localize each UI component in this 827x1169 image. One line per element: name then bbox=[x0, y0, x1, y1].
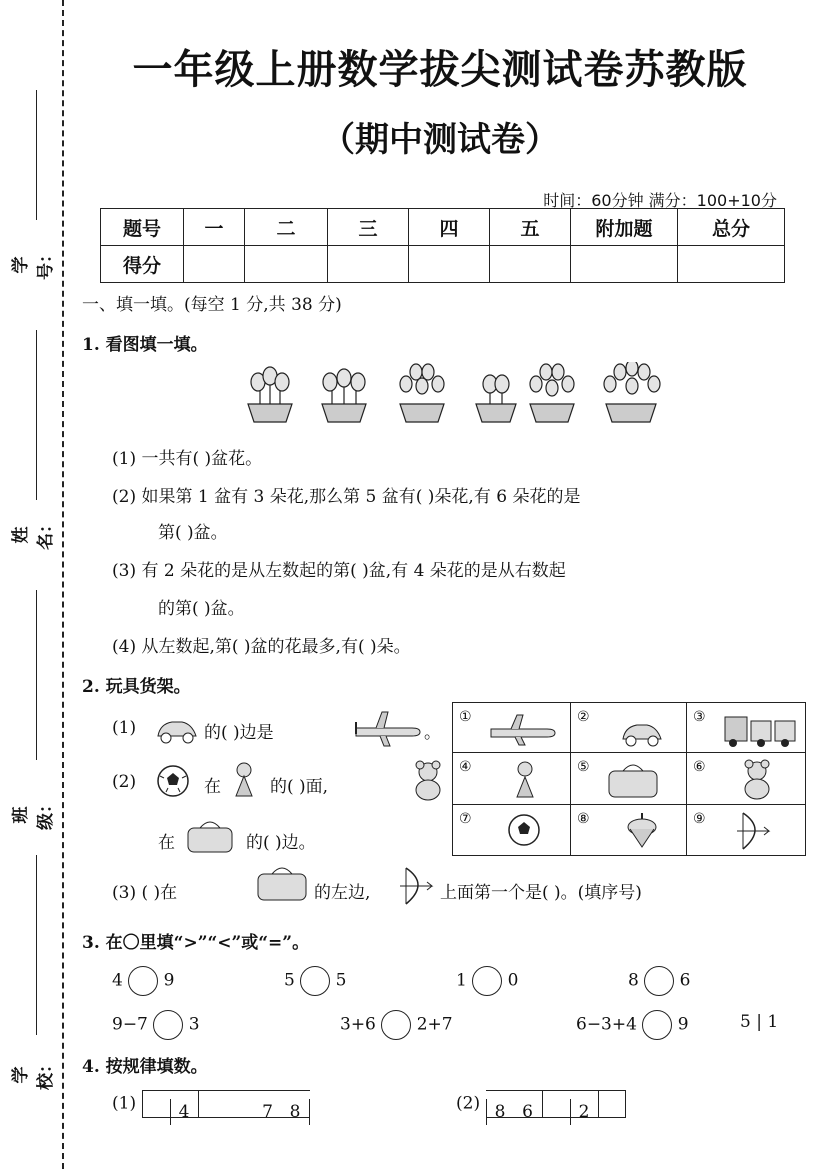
q2-line-2-zai: 在 bbox=[204, 777, 221, 797]
shelf-number: ⑨ bbox=[693, 811, 706, 827]
section-heading: 一、填一填。(每空 1 分,共 38 分) bbox=[82, 295, 342, 315]
q1-line-3b: 的第( )盆。 bbox=[158, 599, 245, 619]
compare-right: 3 bbox=[188, 1014, 200, 1035]
score-table bbox=[100, 208, 785, 283]
q1-line-1: (1) 一共有( )盆花。 bbox=[112, 449, 263, 469]
q1-line-2b: 第( )盆。 bbox=[158, 523, 228, 543]
compare-item-1 bbox=[112, 966, 174, 996]
compare-item-4 bbox=[628, 966, 690, 996]
compare-right: 5 bbox=[335, 970, 347, 991]
page-title: 一年级上册数学拔尖测试卷苏教版 bbox=[132, 47, 748, 93]
compare-left: 4 bbox=[112, 970, 123, 991]
shelf-cell-4 bbox=[453, 753, 571, 805]
soccer-ball-icon bbox=[507, 813, 541, 847]
school-line bbox=[36, 855, 37, 1035]
flower-pot-5 bbox=[530, 364, 574, 422]
bow-and-arrow-icon bbox=[396, 864, 436, 910]
q1-line-4: (4) 从左数起,第( )盆的花最多,有( )朵。 bbox=[112, 637, 411, 657]
q1-title: 1. 看图填一填。 bbox=[82, 335, 208, 355]
sequence-cell: 7 bbox=[262, 1102, 273, 1122]
compare-left: 8 bbox=[628, 970, 639, 991]
flower-pots-illustration bbox=[240, 362, 680, 424]
compare-left: 9−7 bbox=[112, 1014, 148, 1035]
compare-circle[interactable] bbox=[642, 1010, 672, 1040]
sequence-cell[interactable] bbox=[598, 1091, 626, 1117]
shelf-number: ① bbox=[459, 709, 472, 725]
score-header-cell: 一 bbox=[184, 209, 245, 246]
sequence-cell: 8 bbox=[282, 1099, 310, 1125]
score-header-cell: 三 bbox=[328, 209, 409, 246]
compare-item-5 bbox=[112, 1010, 200, 1040]
shelf-cell-1 bbox=[453, 703, 571, 753]
compare-right: 0 bbox=[507, 970, 519, 991]
car-icon bbox=[154, 712, 200, 750]
compare-item-7 bbox=[576, 1010, 689, 1040]
sequence-boxes bbox=[142, 1090, 310, 1122]
compare-extra: 5 | 1 bbox=[740, 1012, 779, 1032]
name-label: 姓名： bbox=[11, 516, 56, 550]
sequence-cell: 2 bbox=[570, 1099, 598, 1125]
shelf-number: ⑤ bbox=[577, 759, 590, 775]
flower-pot-6 bbox=[604, 362, 660, 422]
score-header-cell: 总分 bbox=[678, 209, 785, 246]
score-cell[interactable] bbox=[245, 246, 328, 283]
compare-right: 9 bbox=[163, 970, 175, 991]
page-subtitle: （期中测试卷） bbox=[321, 120, 559, 160]
class-line bbox=[36, 590, 37, 760]
airplane-icon bbox=[352, 708, 422, 752]
shelf-cell-8 bbox=[571, 805, 687, 855]
soccer-ball-icon bbox=[156, 764, 190, 802]
shelf-cell-2 bbox=[571, 703, 687, 753]
compare-circle[interactable] bbox=[644, 966, 674, 996]
spinning-top-icon bbox=[625, 811, 659, 851]
flower-pot-4 bbox=[476, 375, 516, 422]
compare-left: 1 bbox=[456, 970, 467, 991]
compare-circle[interactable] bbox=[300, 966, 330, 996]
shelf-number: ③ bbox=[693, 709, 706, 725]
flower-pot-3 bbox=[400, 364, 444, 422]
shelf-number: ⑧ bbox=[577, 811, 590, 827]
score-cell[interactable] bbox=[490, 246, 571, 283]
q2-line-3-mid: 的左边, bbox=[314, 883, 371, 903]
shelf-number: ② bbox=[577, 709, 590, 725]
compare-circle[interactable] bbox=[128, 966, 158, 996]
class-label: 班级： bbox=[11, 796, 56, 830]
flower-pot-1 bbox=[248, 367, 292, 422]
q3-title: 3. 在〇里填“>”“<”或“=”。 bbox=[82, 933, 310, 953]
sequence-label: (2) bbox=[456, 1093, 481, 1114]
sequence-cell[interactable] bbox=[198, 1091, 226, 1117]
compare-left: 3+6 bbox=[340, 1014, 376, 1035]
q1-line-3: (3) 有 2 朵花的是从左数起的第( )盆,有 4 朵花的是从右数起 bbox=[112, 561, 566, 581]
score-row-label: 得分 bbox=[101, 246, 184, 283]
compare-right: 6 bbox=[679, 970, 691, 991]
sequence-1 bbox=[112, 1090, 310, 1122]
sequence-2 bbox=[456, 1090, 626, 1122]
car-icon bbox=[619, 715, 665, 749]
q2-line-2b-text: 的( )边。 bbox=[246, 833, 316, 853]
teddy-bear-icon bbox=[408, 760, 448, 806]
sequence-cell[interactable] bbox=[542, 1091, 570, 1117]
q2-line-2-num: (2) bbox=[112, 772, 137, 792]
score-cell[interactable] bbox=[184, 246, 245, 283]
bag-icon bbox=[254, 862, 314, 908]
shelf-cell-5 bbox=[571, 753, 687, 805]
compare-left: 5 bbox=[284, 970, 295, 991]
shelf-cell-7 bbox=[453, 805, 571, 855]
compare-circle[interactable] bbox=[153, 1010, 183, 1040]
sequence-boxes bbox=[486, 1090, 626, 1122]
q2-line-3-end: 上面第一个是( )。(填序号) bbox=[440, 883, 642, 903]
sequence-cell: 6 bbox=[522, 1102, 533, 1122]
score-cell[interactable] bbox=[328, 246, 409, 283]
compare-circle[interactable] bbox=[472, 966, 502, 996]
airplane-icon bbox=[487, 711, 559, 747]
flower-pot-2 bbox=[322, 369, 366, 422]
q2-line-2-text: 的( )面, bbox=[270, 777, 329, 797]
sequence-label: (1) bbox=[112, 1093, 137, 1114]
q2-title: 2. 玩具货架。 bbox=[82, 677, 191, 697]
score-header-cell: 五 bbox=[490, 209, 571, 246]
q2-line-1-num: (1) bbox=[112, 718, 137, 738]
compare-right: 2+7 bbox=[416, 1014, 453, 1035]
q2-line-3-start: (3) ( )在 bbox=[112, 883, 178, 903]
doll-icon bbox=[511, 759, 539, 801]
name-line bbox=[36, 330, 37, 500]
sequence-cell: 8 bbox=[486, 1099, 514, 1125]
compare-item-3 bbox=[456, 966, 518, 996]
score-cell[interactable] bbox=[678, 246, 785, 283]
binding-dashed-line bbox=[62, 0, 64, 1169]
shelf-number: ⑥ bbox=[693, 759, 706, 775]
doll-icon bbox=[230, 760, 258, 804]
flower-pots-row bbox=[240, 362, 680, 428]
compare-left: 6−3+4 bbox=[576, 1014, 637, 1035]
sequence-cell[interactable] bbox=[226, 1091, 254, 1117]
q2-line-1-text: 的( )边是 bbox=[204, 723, 274, 743]
toy-train-icon bbox=[721, 709, 801, 749]
score-header-cell: 附加题 bbox=[571, 209, 678, 246]
q4-title: 4. 按规律填数。 bbox=[82, 1057, 208, 1077]
bag-icon bbox=[184, 816, 240, 860]
score-header-cell: 题号 bbox=[101, 209, 184, 246]
score-header-cell: 二 bbox=[245, 209, 328, 246]
sequence-cell: 4 bbox=[170, 1099, 198, 1125]
bow-and-arrow-icon bbox=[733, 809, 773, 851]
compare-right: 9 bbox=[677, 1014, 689, 1035]
sequence-cell[interactable] bbox=[142, 1091, 170, 1117]
compare-circle[interactable] bbox=[381, 1010, 411, 1040]
shelf-cell-3 bbox=[687, 703, 805, 753]
q1-line-2: (2) 如果第 1 盆有 3 朵花,那么第 5 盆有( )朵花,有 6 朵花的是 bbox=[112, 487, 581, 507]
shelf-number: ⑦ bbox=[459, 811, 472, 827]
shelf-number: ④ bbox=[459, 759, 472, 775]
score-cell[interactable] bbox=[409, 246, 490, 283]
score-cell[interactable] bbox=[571, 246, 678, 283]
compare-item-2 bbox=[284, 966, 346, 996]
q2-line-2b-zai: 在 bbox=[158, 833, 175, 853]
score-header-cell: 四 bbox=[409, 209, 490, 246]
student-id-label: 学号： bbox=[11, 246, 56, 280]
time-score-info: 时间：60分钟 满分：100+10分 bbox=[543, 191, 777, 210]
shelf-cell-6 bbox=[687, 753, 805, 805]
teddy-bear-icon bbox=[737, 759, 777, 801]
q2-line-1-end: 。 bbox=[424, 723, 441, 743]
school-label: 学校： bbox=[11, 1056, 56, 1090]
bag-icon bbox=[605, 759, 665, 801]
compare-item-6 bbox=[340, 1010, 453, 1040]
shelf-cell-9 bbox=[687, 805, 805, 855]
toy-shelf-grid bbox=[452, 702, 806, 856]
